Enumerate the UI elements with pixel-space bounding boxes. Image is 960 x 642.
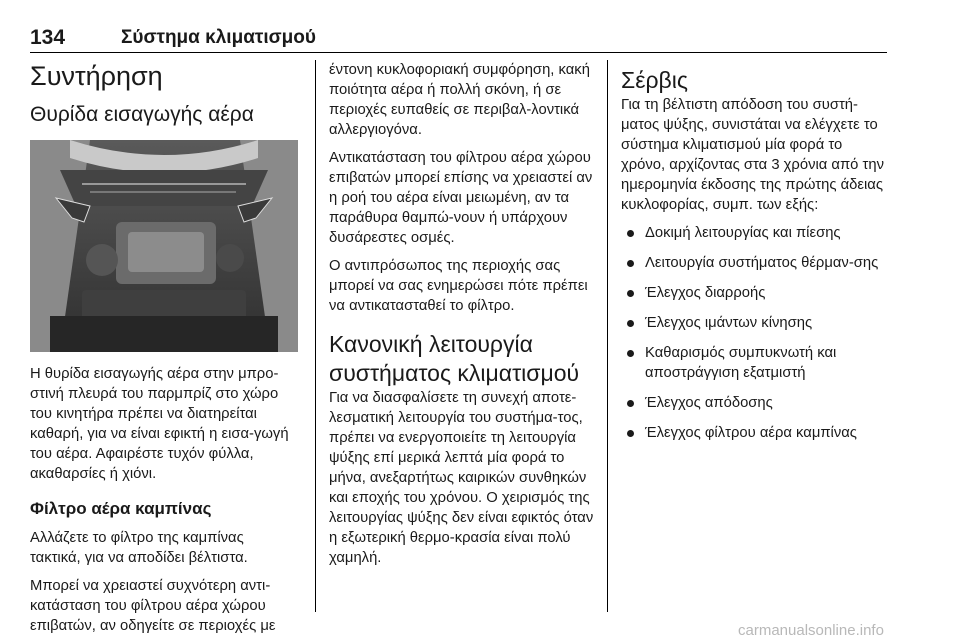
- section-title-service: Σέρβις: [621, 67, 688, 93]
- engine-bay-photo: [30, 140, 298, 352]
- header-divider: [30, 52, 887, 53]
- column-divider-1: [315, 60, 316, 612]
- list-item: Καθαρισμός συμπυκνωτή και αποστράγγιση εξατμιστή: [621, 343, 889, 383]
- section-title-maintenance: Συντήρηση: [30, 61, 163, 91]
- bullet-icon: [627, 430, 634, 437]
- page-number: 134: [30, 26, 66, 49]
- bullet-icon: [627, 290, 634, 297]
- filter-replacement-text: Αντικατάσταση του φίλτρου αέρα χώρου επιβατών μπορεί επίσης να χρειαστεί αν η ροή του αέρα είναι μειωμένη, αν τα παράθυρα θαμπώ-νουν ή υπάρχουν δυσάρεστες οσμές.: [329, 150, 593, 246]
- service-intro-text: Για τη βέλτιστη απόδοση του συστή-ματος ψύξης, συνιστάται να ελέγχετε το σύστημα κλιματισμού μία φορά το χρόνο, αρχίζοντας στα 3 χρόνια από την ημερομηνία έκδοσης της πρώτης άδειας κυκλοφορίας, συμπ. των εξής:: [621, 97, 884, 213]
- cabin-filter-text-1: Αλλάζετε το φίλτρο της καμπίνας τακτικά, για να αποδίδει βέλτιστα.: [30, 530, 248, 566]
- bullet-icon: [627, 400, 634, 407]
- column-1: [30, 60, 298, 636]
- bullet-icon: [627, 230, 634, 237]
- watermark: carmanualsonline.info: [738, 622, 884, 639]
- bullet-icon: [627, 350, 634, 357]
- list-item: Έλεγχος διαρροής: [621, 283, 889, 303]
- list-item: Λειτουργία συστήματος θέρμαν-σης: [621, 253, 889, 273]
- page-header: [30, 26, 930, 52]
- list-item: Έλεγχος φίλτρου αέρα καμπίνας: [621, 423, 889, 443]
- column-3: [621, 60, 889, 453]
- section-title-normal-operation: Κανονική λειτουργία συστήματος κλιματισμού: [329, 331, 580, 386]
- dealer-info-text: Ο αντιπρόσωπος της περιοχής σας μπορεί να σας ενημερώσει πότε πρέπει να αντικατασταθεί το φίλτρο.: [329, 258, 588, 314]
- chapter-title: Σύστημα κλιματισμού: [121, 27, 316, 48]
- list-item: Δοκιμή λειτουργίας και πίεσης: [621, 223, 889, 243]
- bullet-icon: [627, 320, 634, 327]
- cabin-filter-text-2: Μπορεί να χρειαστεί συχνότερη αντι-κατάσταση του φίλτρου αέρα χώρου επιβατών, αν οδηγείτε σε περιοχές με: [30, 578, 276, 634]
- cabin-filter-title: Φίλτρο αέρα καμπίνας: [30, 499, 212, 518]
- bullet-icon: [627, 260, 634, 267]
- column-divider-2: [607, 60, 608, 612]
- service-checklist: [621, 223, 889, 443]
- air-intake-text: Η θυρίδα εισαγωγής αέρα στην μπρο-στινή πλευρά του παρμπρίζ στο χώρο του κινητήρα πρέπει να διατηρείται καθαρή, για να είναι εφικτή η εισα-γωγή του αέρα. Αφαιρέστε τυχόν φύλλα, ακαθαρσίες ή χιόνι.: [30, 366, 289, 482]
- list-item: Έλεγχος ιμάντων κίνησης: [621, 313, 889, 333]
- list-item: Έλεγχος απόδοσης: [621, 393, 889, 413]
- filter-continued-text: έντονη κυκλοφοριακή συμφόρηση, κακή ποιότητα αέρα ή πολλή σκόνη, ή σε περιοχές ευπαθείς σε περιβαλ-λοντικά αλλεργιογόνα.: [329, 62, 590, 138]
- normal-operation-text: Για να διασφαλίσετε τη συνεχή αποτε-λεσματική λειτουργία του συστήμα-τος, πρέπει να ενεργοποιείτε τη λειτουργία ψύξης επί μερικά λεπτά μία φορά το μήνα, ανεξαρτήτως καιρικών συνθηκών και εποχής του χρόνου. Ο χειρισμός της λειτουργίας ψύξης δεν είναι εφικτός όταν η εξωτερική θερμο-κρασία είναι πολύ χαμηλή.: [329, 390, 594, 566]
- column-2: [329, 60, 597, 568]
- subsection-title-air-intake: Θυρίδα εισαγωγής αέρα: [30, 103, 254, 126]
